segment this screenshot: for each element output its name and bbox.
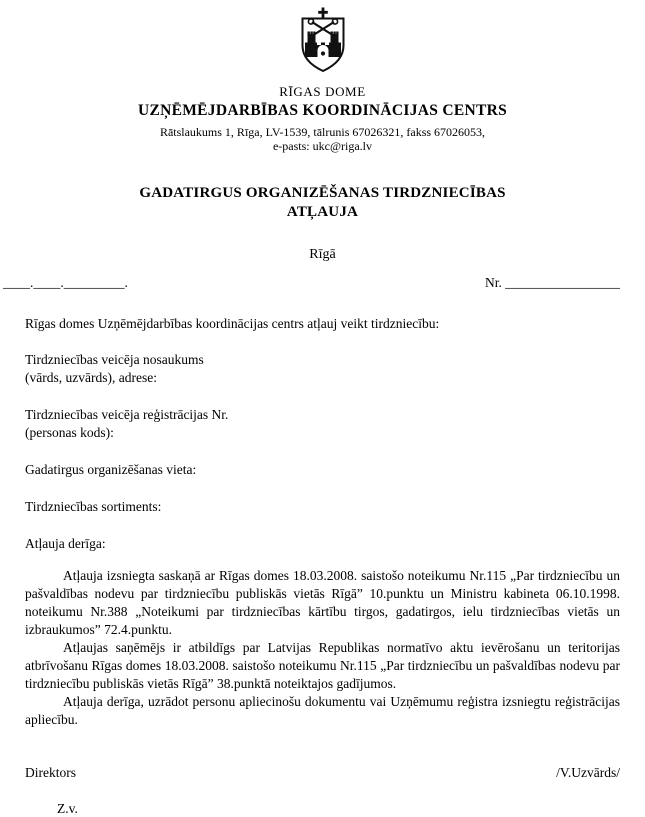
riga-coat-of-arms-icon: [297, 7, 349, 73]
department-name: UZŅĒMĒJDARBĪBAS KOORDINĀCIJAS CENTRS: [137, 102, 508, 119]
date-blank-field: ____.____._________.: [3, 275, 128, 290]
address-line: Rātslaukums 1, Rīga, LV-1539, tālrunis 67026321, fakss 67026053,: [159, 125, 486, 139]
document-title-line1: GADATIRGUS ORGANIZĒŠANAS TIRDZNIECĪBAS: [139, 185, 506, 201]
document-title-line2: ATĻAUJA: [286, 204, 359, 220]
legal-paragraphs: [25, 567, 620, 729]
permit-number-blank-field: Nr. _________________: [485, 275, 620, 290]
intro-statement: Rīgas domes Uzņēmējdarbības koordinācijas centrs atļauj veikt tirdzniecību:: [25, 316, 440, 331]
org-name: RĪGAS DOME: [279, 84, 366, 99]
document-header-emblem: [25, 7, 620, 75]
signature-name-placeholder: /V.Uzvārds/: [556, 765, 620, 780]
field-registration-number: [25, 406, 620, 442]
field-venue: Gadatirgus organizēšanas vieta:: [25, 462, 197, 477]
seal-mark: Z.v.: [57, 801, 78, 816]
field-seller-name: [25, 351, 620, 387]
field-seller-name-line1: Tirdzniecības veicēja nosaukums: [25, 352, 204, 367]
signature-row: [25, 765, 620, 781]
signature-position: Direktors: [25, 765, 76, 780]
field-seller-name-line2: (vārds, uzvārds), adrese:: [25, 370, 157, 385]
paragraph-legal-basis: Atļauja izsniegta saskaņā ar Rīgas domes 18.03.2008. saistošo noteikumu Nr.115 „Par tirdzniecību un pašvaldības nodevu par tirdzniecību publiskās vietās Rīgā” 10.punktu un Ministru kabineta 06.10.1998. noteikumu Nr.388 „Noteikumi par tirdzniecības kārtību tirgos, gadatirgos, ielu tirdzniecības vietās un izbraukumos” 72.4.punktu.: [25, 568, 620, 637]
document-title: [25, 184, 620, 222]
date-number-row: [3, 275, 620, 291]
email-line: e-pasts: ukc@riga.lv: [272, 139, 373, 153]
place-line: Rīgā: [309, 247, 336, 262]
field-validity: Atļauja derīga:: [25, 536, 106, 551]
paragraph-validity-condition: Atļauja derīga, uzrādot personu apliecinošu dokumentu vai Uzņēmumu reģistra izsniegtu reģistrācijas apliecību.: [25, 694, 620, 727]
field-registration-line2: (personas kods):: [25, 425, 114, 440]
paragraph-responsibility: Atļaujas saņēmējs ir atbildīgs par Latvijas Republikas normatīvo aktu ievērošanu un teritorijas atbrīvošanu Rīgas domes 18.03.2008. saistošo noteikumu Nr.115 „Par tirdzniecību un pašvaldības nodevu par tirdzniecību publiskās vietās Rīgā” 38.punktā noteiktajos gadījumos.: [25, 640, 620, 691]
field-registration-line1: Tirdzniecības veicēja reģistrācijas Nr.: [25, 407, 229, 422]
field-assortment: Tirdzniecības sortiments:: [25, 499, 162, 514]
